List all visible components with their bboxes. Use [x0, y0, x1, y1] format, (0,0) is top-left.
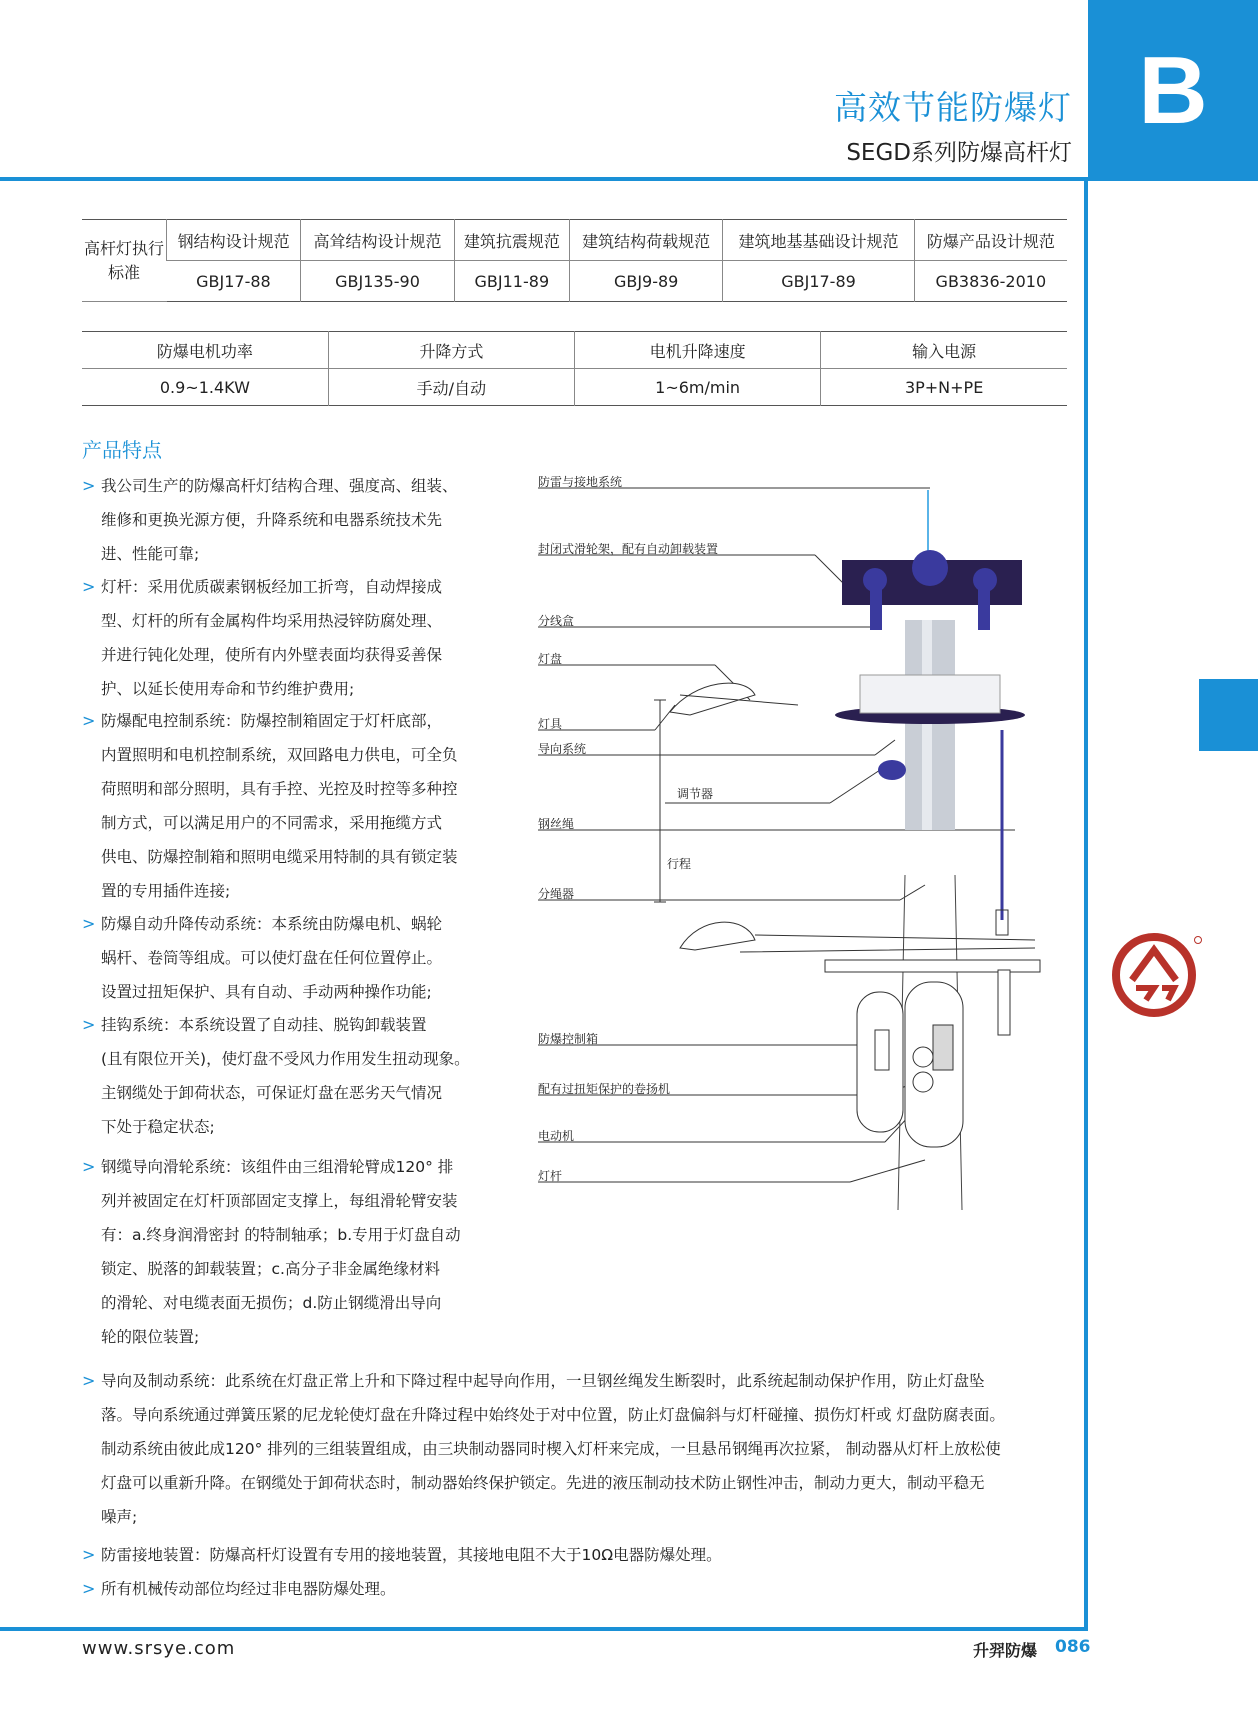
- standards-value: GB3836-2010: [914, 261, 1067, 302]
- diagram-label: 行程: [667, 857, 692, 871]
- feature-line: 列并被固定在灯杆顶部固定支撑上，每组滑轮臂安装: [101, 1192, 458, 1210]
- feature-line: 轮的限位装置;: [101, 1328, 200, 1346]
- standards-row-header: 高杆灯执行标准: [82, 220, 167, 302]
- diagram-label: 分绳器: [538, 887, 575, 901]
- diagram-label: 电动机: [538, 1129, 575, 1143]
- feature-line: 防爆配电控制系统：防爆控制箱固定于灯杆底部，: [101, 712, 443, 730]
- specs-header: 防爆电机功率: [82, 332, 328, 369]
- feature-line: 的滑轮、对电缆表面无损伤；d.防止钢缆滑出导向: [101, 1294, 442, 1312]
- feature-line: 型、灯杆的所有金属构件均采用热浸锌防腐处理、: [101, 612, 443, 630]
- bottom-divider: [0, 1627, 1088, 1631]
- diagram-label: 分线盒: [538, 614, 575, 628]
- feature-paragraph: [82, 704, 458, 908]
- standards-header: 高耸结构设计规范: [301, 220, 454, 261]
- feature-line: 钢缆导向滑轮系统：该组件由三组滑轮臂成120° 排: [101, 1158, 454, 1176]
- feature-paragraph: [82, 1150, 461, 1354]
- standards-value: GBJ17-89: [723, 261, 914, 302]
- feature-line: 有：a.终身润滑密封 的特制轴承；b.专用于灯盘自动: [101, 1226, 461, 1244]
- bullet-marker: >: [82, 476, 96, 495]
- bullet-marker: >: [82, 914, 96, 933]
- bullet-marker: >: [82, 711, 96, 730]
- standards-value: GBJ17-88: [196, 271, 271, 291]
- feature-paragraph: [82, 1008, 470, 1144]
- bullet-marker: >: [82, 1579, 96, 1598]
- page-subtitle: SEGD系列防爆高杆灯: [846, 140, 1072, 166]
- feature-paragraph: [82, 570, 442, 706]
- right-divider: [1084, 177, 1088, 1630]
- feature-line: 导向及制动系统：此系统在灯盘正常上升和下降过程中起导向作用，一旦钢丝绳发生断裂时，此系统起制动保护作用，防止灯盘坠: [101, 1372, 985, 1390]
- standards-value: GBJ11-89: [454, 261, 569, 302]
- specs-header: 电机升降速度: [575, 332, 821, 369]
- bullet-marker: >: [82, 577, 96, 596]
- feature-line: 进、性能可靠;: [101, 545, 200, 563]
- page-title: 高效节能防爆灯: [834, 88, 1072, 127]
- diagram-label: 调节器: [677, 787, 714, 801]
- feature-line: 灯盘可以重新升降。在钢缆处于卸荷状态时，制动器始终保护锁定。先进的液压制动技术防止钢性冲击，制动力更大，制动平稳无: [101, 1474, 985, 1492]
- diagram-label: 封闭式滑轮架，配有自动卸载装置: [538, 542, 719, 556]
- feature-line: 维修和更换光源方便，升降系统和电器系统技术先: [101, 511, 443, 529]
- feature-line: 内置照明和电机控制系统，双回路电力供电，可全负: [101, 746, 458, 764]
- specs-value: 1~6m/min: [575, 369, 821, 406]
- diagram-label: 灯盘: [538, 652, 563, 666]
- feature-line: 所有机械传动部位均经过非电器防爆处理。: [101, 1580, 396, 1598]
- top-divider: [0, 177, 1088, 181]
- specs-header: 输入电源: [821, 332, 1067, 369]
- feature-line: 蜗杆、卷筒等组成。可以使灯盘在任何位置停止。: [101, 949, 443, 967]
- feature-line: (且有限位开关)，使灯盘不受风力作用发生扭动现象。: [101, 1050, 470, 1068]
- bullet-marker: >: [82, 1371, 96, 1390]
- bullet-marker: >: [82, 1157, 96, 1176]
- feature-line: 荷照明和部分照明，具有手控、光控及时控等多种控: [101, 780, 458, 798]
- feature-line: 置的专用插件连接;: [101, 882, 231, 900]
- specs-value: 手动/自动: [328, 369, 574, 406]
- standards-header: 建筑抗震规范: [454, 220, 569, 261]
- feature-line: 锁定、脱落的卸载装置；c.高分子非金属绝缘材料: [101, 1260, 440, 1278]
- diagram-label: 防爆控制箱: [538, 1032, 599, 1046]
- feature-line: 设置过扭矩保护、具有自动、手动两种操作功能;: [101, 983, 432, 1001]
- feature-line: 噪声;: [101, 1508, 138, 1526]
- feature-line: 并进行钝化处理，使所有内外壁表面均获得妥善保: [101, 646, 443, 664]
- standards-value: GBJ135-90: [301, 261, 454, 302]
- feature-paragraph: [82, 1538, 722, 1572]
- standards-header: 钢结构设计规范: [167, 220, 301, 261]
- standards-header: 建筑结构荷载规范: [569, 220, 722, 261]
- diagram-label: 钢丝绳: [538, 817, 575, 831]
- specs-header: 升降方式: [328, 332, 574, 369]
- specs-value: 3P+N+PE: [821, 369, 1067, 406]
- feature-line: 我公司生产的防爆高杆灯结构合理、强度高、组装、: [101, 477, 458, 495]
- standards-header: 防爆产品设计规范: [914, 220, 1067, 261]
- high-mast-diagram: [530, 470, 1060, 1210]
- feature-line: 制方式，可以满足用户的不同需求，采用拖缆方式: [101, 814, 443, 832]
- diagram-label: 导向系统: [538, 742, 587, 756]
- standards-value: GBJ9-89: [569, 261, 722, 302]
- standards-header: 建筑地基基础设计规范: [723, 220, 914, 261]
- page-number: 086: [1055, 1637, 1091, 1657]
- footer-brand: 升羿防爆: [973, 1641, 1038, 1660]
- feature-line: 挂钩系统：本系统设置了自动挂、脱钩卸载装置: [101, 1016, 427, 1034]
- feature-paragraph: [82, 907, 442, 1009]
- feature-line: 供电、防爆控制箱和照明电缆采用特制的具有锁定装: [101, 848, 458, 866]
- feature-paragraph: [82, 1572, 396, 1606]
- diagram-label: 配有过扭矩保护的卷扬机: [538, 1082, 671, 1096]
- feature-line: 防爆自动升降传动系统：本系统由防爆电机、蜗轮: [101, 915, 443, 933]
- diagram-label: 灯具: [538, 717, 563, 731]
- feature-line: 下处于稳定状态;: [101, 1118, 215, 1136]
- brand-logo-icon: [1112, 930, 1202, 1020]
- side-tab-marker: [1199, 679, 1258, 751]
- section-letter-tab: B: [1088, 0, 1258, 181]
- feature-paragraph: [82, 1364, 1005, 1534]
- diagram-label: 灯杆: [538, 1169, 563, 1183]
- feature-paragraph: [82, 469, 458, 571]
- specs-table: [82, 331, 1067, 406]
- features-title: 产品特点: [82, 438, 162, 462]
- feature-line: 灯杆：采用优质碳素钢板经加工折弯，自动焊接成: [101, 578, 443, 596]
- diagram-illustration: [530, 470, 1060, 1210]
- feature-line: 落。导向系统通过弹簧压紧的尼龙轮使灯盘在升降过程中始终处于对中位置，防止灯盘偏斜与灯杆碰撞、损伤灯杆或 灯盘防腐表面。: [101, 1406, 1005, 1424]
- feature-line: 制动系统由彼此成120° 排列的三组装置组成，由三块制动器同时楔入灯杆来完成，一旦悬吊钢绳再次拉紧， 制动器从灯杆上放松使: [101, 1440, 1001, 1458]
- feature-line: 防雷接地装置：防爆高杆灯设置有专用的接地装置，其接地电阻不大于10Ω电器防爆处理。: [101, 1546, 722, 1564]
- feature-line: 主钢缆处于卸荷状态，可保证灯盘在恶劣天气情况: [101, 1084, 443, 1102]
- specs-value: 0.9~1.4KW: [159, 377, 250, 397]
- standards-table: [82, 219, 1067, 302]
- bullet-marker: >: [82, 1015, 96, 1034]
- bullet-marker: >: [82, 1545, 96, 1564]
- feature-line: 护、以延长使用寿命和节约维护费用;: [101, 680, 355, 698]
- diagram-label: 防雷与接地系统: [538, 475, 623, 489]
- footer-url: www.srsye.com: [82, 1638, 236, 1659]
